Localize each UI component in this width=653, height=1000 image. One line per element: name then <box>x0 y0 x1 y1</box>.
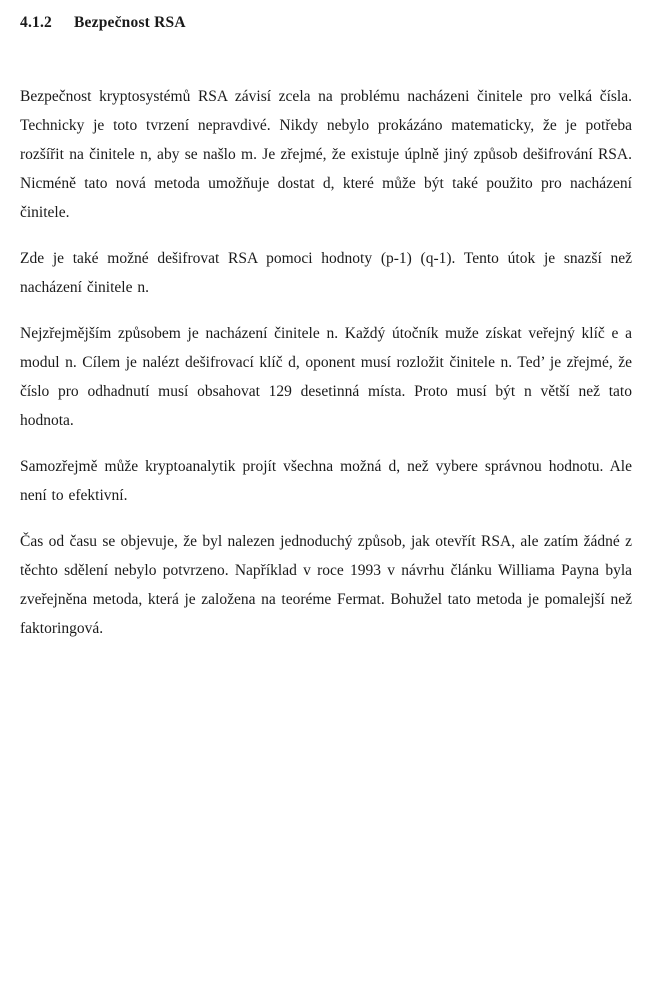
paragraph: Bezpečnost kryptosystémů RSA závisí zcela na problému nacházeni činitele pro velká čísla. Technicky je toto tvrzení nepravdivé. Nikdy nebylo prokázáno matematicky, že je potřeba rozšířit na činitele n, aby se našlo m. Je zřejmé, že existuje úplně jiný způsob dešifrování RSA. Nicméně tato nová metoda umožňuje dostat d, které může být také použito pro nacházení činitele. <box>20 88 632 221</box>
paragraph: Čas od času se objevuje, že byl nalezen jednoduchý způsob, jak otevřít RSA, ale zatím žádné z těchto sdělení nebylo potvrzeno. Například v roce 1993 v návrhu článku Williama Payna byla zveřejněna metoda, která je založena na teoréme Fermat. Bohužel tato metoda je pomalejší než faktoringová. <box>20 533 632 637</box>
section-heading <box>20 14 632 32</box>
paragraph: Nejzřejmějším způsobem je nacházení činitele n. Každý útočník muže získat veřejný klíč e a modul n. Cílem je nalézt dešifrovací klíč d, oponent musí rozložit činitele n. Ted’ je zřejmé, že číslo pro odhadnutí musí obsahovat 129 desetinná místa. Proto musí být n větší než tato hodnota. <box>20 325 632 429</box>
section-title: Bezpečnost RSA <box>74 14 186 31</box>
document-body <box>20 82 632 643</box>
section-number: 4.1.2 <box>20 14 52 31</box>
paragraph: Samozřejmě může kryptoanalytik projít všechna možná d, než vybere správnou hodnotu. Ale není to efektivní. <box>20 458 632 504</box>
paragraph: Zde je také možné dešifrovat RSA pomoci hodnoty (p-1) (q-1). Tento útok je snazší než nacházení činitele n. <box>20 250 632 296</box>
